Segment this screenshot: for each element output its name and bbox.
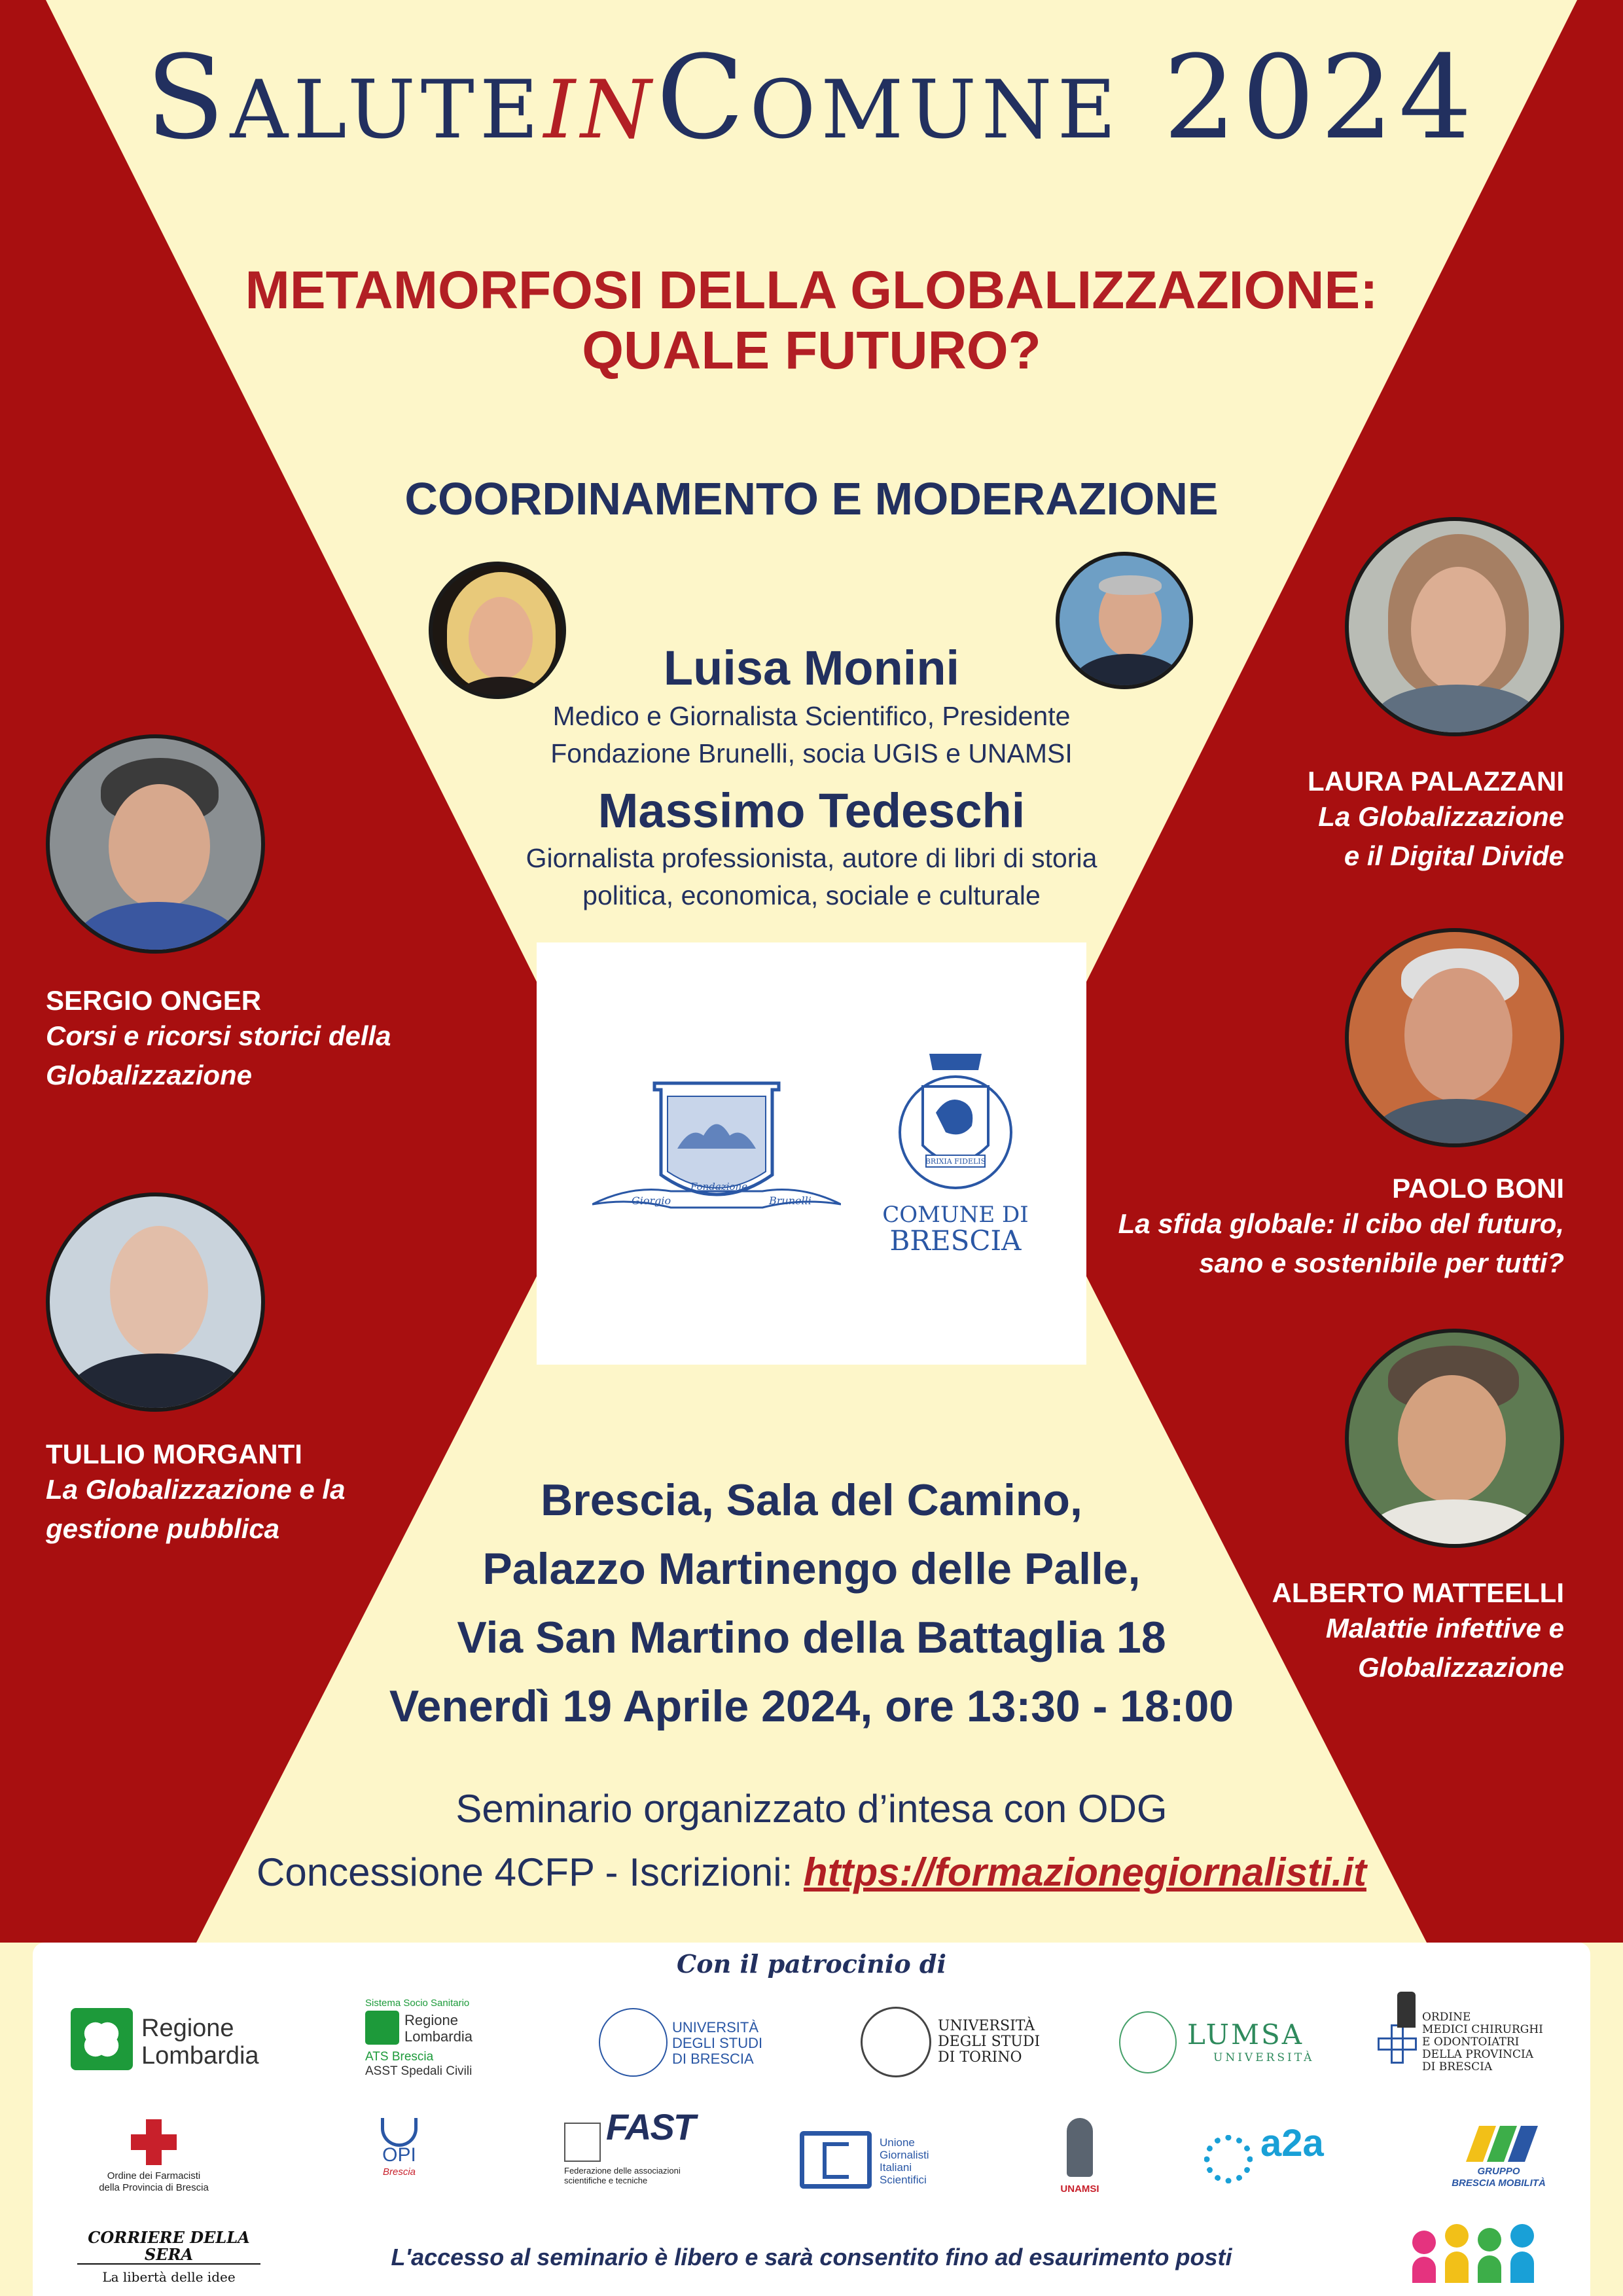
- photo-alberto-matteelli: [1345, 1329, 1564, 1548]
- moderation-heading: COORDINAMENTO E MODERAZIONE: [404, 473, 1219, 524]
- speaker-topic-line: Malattie infettive e: [1325, 1613, 1564, 1643]
- logo-text: E ODONTOIATRI: [1422, 2036, 1520, 2049]
- unibs-seal-icon: [599, 2008, 668, 2077]
- logo-text: Scientifici: [880, 2174, 927, 2186]
- logo-text: DEGLI STUDI: [938, 2034, 1041, 2050]
- mobilita-icon: [1466, 2126, 1531, 2162]
- fast-building-icon: [564, 2123, 601, 2162]
- photo-laura-palazzani: [1345, 517, 1564, 736]
- logo-text: DI BRESCIA: [1422, 2060, 1493, 2073]
- logo-text: BRESCIA MOBILITÀ: [1452, 2178, 1546, 2189]
- logo-corriere-della-sera: [77, 2228, 260, 2285]
- fondazione-banner-text: Fondazione: [690, 1181, 748, 1193]
- title-salute: Salute: [145, 31, 544, 165]
- speaker-laura-palazzani: [1113, 766, 1564, 876]
- moderator-role-line: Giornalista professionista, autore di libri di storia: [526, 843, 1097, 873]
- logo-text: Sistema Socio Sanitario: [365, 1998, 470, 2009]
- speaker-topic-line: Globalizzazione: [1357, 1652, 1564, 1683]
- medical-cross-icon: [1378, 2024, 1417, 2064]
- organization-line-2: [196, 1840, 1427, 1904]
- event-title: [0, 26, 1623, 170]
- logo-text: DEGLI STUDI: [672, 2035, 763, 2051]
- logo-text: Regione: [141, 2015, 234, 2042]
- speaker-topic-line: La Globalizzazione e la: [46, 1474, 346, 1505]
- logo-text: scientifiche e tecniche: [564, 2176, 648, 2185]
- comune-motto: BRIXIA FIDELIS: [925, 1157, 986, 1166]
- venue-line-1: Brescia, Sala del Camino,: [541, 1475, 1082, 1525]
- registration-link[interactable]: https://formazionegiornalisti.it: [803, 1850, 1366, 1894]
- logo-text: a2a: [1260, 2122, 1324, 2164]
- venue-line-3: Via San Martino della Battaglia 18: [457, 1613, 1166, 1662]
- fondazione-left-text: Giorgio: [632, 1194, 671, 1207]
- speaker-topic-line: La Globalizzazione: [1318, 801, 1564, 832]
- unito-seal-icon: [861, 2007, 931, 2077]
- logo-text: ATS Brescia: [365, 2050, 434, 2064]
- venue-info: [262, 1466, 1361, 1741]
- ugis-icon: [800, 2131, 872, 2189]
- logo-ugis: [800, 2131, 950, 2193]
- speaker-topic-line: La sfida globale: il cibo del futuro,: [1118, 1208, 1564, 1239]
- moderator-role-line: Medico e Giornalista Scientifico, Presidente: [552, 701, 1071, 731]
- free-access-note: L'accesso al seminario è libero e sarà consentito fino ad esaurimento posti: [391, 2244, 1232, 2270]
- logo-text: MEDICI CHIRURGHI: [1422, 2023, 1543, 2036]
- moderator-role-luisa-monini: [353, 698, 1270, 772]
- logo-lumsa: [1119, 2011, 1315, 2077]
- logo-text: DI BRESCIA: [672, 2051, 754, 2067]
- logo-text: DELLA PROVINCIA: [1422, 2048, 1534, 2061]
- comune-line-2: BRESCIA: [889, 1225, 1022, 1257]
- logo-text: Italiani: [880, 2161, 912, 2174]
- logo-text: UNIVERSITÀ: [672, 2019, 759, 2036]
- logo-text: CORRIERE DELLA SERA: [77, 2229, 260, 2265]
- fondazione-right-text: Brunelli: [769, 1194, 812, 1207]
- regione-lombardia-icon: [71, 2008, 133, 2070]
- speaker-topic-line: gestione pubblica: [46, 1513, 280, 1544]
- title-in: in: [543, 31, 656, 165]
- logo-text: Brescia: [382, 2166, 416, 2178]
- comune-brescia-text: [864, 1202, 1047, 1257]
- logo-a2a: [1204, 2122, 1342, 2191]
- logo-text: Regione: [404, 2012, 458, 2028]
- lumsa-seal-icon: [1119, 2011, 1177, 2073]
- logo-regione-lombardia: [71, 2008, 287, 2080]
- logo-text: ASST Spedali Civili: [365, 2064, 473, 2078]
- logo-text: LUMSA: [1187, 2018, 1304, 2051]
- logo-text: UNAMSI: [1060, 2183, 1099, 2195]
- patronage-footer: [33, 1943, 1590, 2296]
- speaker-name: ALBERTO MATTEELLI: [1272, 1577, 1564, 1608]
- pharmacy-cross-icon: [131, 2119, 177, 2165]
- logo-text: DI TORINO: [938, 2049, 1022, 2066]
- logo-text: Ordine dei Farmacisti: [107, 2170, 201, 2181]
- logo-text: OPI: [382, 2144, 416, 2166]
- logo-universita-torino: [861, 2007, 1044, 2082]
- subtitle-line-1: METAMORFOSI DELLA GLOBALIZZAZIONE:: [245, 260, 1378, 320]
- subtitle-line-2: QUALE FUTURO?: [582, 321, 1041, 380]
- speaker-name: PAOLO BONI: [1392, 1173, 1564, 1204]
- logo-brescia-mobilita: [1436, 2126, 1561, 2198]
- statue-icon: [1397, 1992, 1416, 2028]
- inclusion-figures-logo: [1406, 2224, 1563, 2289]
- logo-fast: [564, 2106, 728, 2188]
- speaker-sergio-onger: [46, 985, 504, 1095]
- moderator-name-massimo-tedeschi: Massimo Tedeschi: [597, 783, 1026, 838]
- logo-universita-brescia: [599, 2008, 776, 2080]
- photo-paolo-boni: [1345, 928, 1564, 1147]
- logo-text: ORDINE: [1422, 2011, 1471, 2024]
- comune-brescia-crest: [890, 1047, 1021, 1198]
- logo-text: UNIVERSITÀ: [1213, 2051, 1315, 2064]
- moderator-role-line: Fondazione Brunelli, socia UGIS e UNAMSI: [550, 738, 1073, 768]
- ats-icon: [365, 2011, 399, 2045]
- a2a-icon: [1204, 2135, 1253, 2183]
- logo-text: Lombardia: [141, 2042, 259, 2070]
- opi-icon: [381, 2118, 418, 2147]
- logo-ats-brescia: [365, 1995, 535, 2093]
- speaker-name: SERGIO ONGER: [46, 985, 262, 1016]
- venue-date-time: Venerdì 19 Aprile 2024, ore 13:30 - 18:00: [389, 1681, 1234, 1731]
- venue-line-2: Palazzo Martinengo delle Palle,: [482, 1544, 1141, 1594]
- logo-text: Federazione delle associazioni: [564, 2166, 681, 2176]
- comune-line-1: COMUNE DI: [882, 1202, 1029, 1228]
- logo-unamsi: [1044, 2118, 1116, 2200]
- speaker-paolo-boni: [982, 1173, 1564, 1283]
- logo-text: Lombardia: [404, 2028, 473, 2045]
- logo-text: della Provincia di Brescia: [99, 2182, 209, 2193]
- logo-text: La libertà delle idee: [102, 2269, 236, 2285]
- logo-text: Giornalisti: [880, 2149, 929, 2161]
- speaker-topic-line: Corsi e ricorsi storici della: [46, 1020, 391, 1051]
- speaker-name: TULLIO MORGANTI: [46, 1439, 302, 1469]
- fondazione-brunelli-logo: [592, 1073, 841, 1230]
- speaker-topic-line: e il Digital Divide: [1344, 840, 1564, 871]
- speaker-topic-line: sano e sostenibile per tutti?: [1199, 1247, 1564, 1278]
- photo-tullio-morganti: [46, 1193, 265, 1412]
- photo-sergio-onger: [46, 734, 265, 954]
- organization-info: [196, 1777, 1427, 1904]
- event-subtitle: [131, 260, 1492, 381]
- logo-opi-brescia: [366, 2118, 432, 2200]
- title-comune: Comune: [656, 31, 1122, 165]
- speaker-name: LAURA PALAZZANI: [1308, 766, 1564, 797]
- moderator-role-line: politica, economica, sociale e culturale: [582, 880, 1041, 910]
- credits-text: Concessione 4CFP - Iscrizioni:: [257, 1850, 804, 1894]
- patronage-heading: Con il patrocinio di: [677, 1949, 946, 1979]
- speaker-topic-line: Globalizzazione: [46, 1060, 253, 1090]
- logo-text: GRUPPO: [1477, 2166, 1520, 2177]
- pen-nib-icon: [1067, 2118, 1093, 2177]
- logo-ordine-medici-brescia: [1378, 1992, 1574, 2090]
- logo-text: UNIVERSITÀ: [938, 2018, 1035, 2034]
- organization-line-1: Seminario organizzato d’intesa con ODG: [455, 1787, 1168, 1831]
- title-year: 2024: [1163, 31, 1478, 165]
- logo-text: FAST: [606, 2106, 695, 2147]
- logo-ordine-farmacisti: [72, 2119, 236, 2195]
- logo-text: Unione: [880, 2136, 915, 2149]
- moderator-name-luisa-monini: Luisa Monini: [663, 641, 960, 695]
